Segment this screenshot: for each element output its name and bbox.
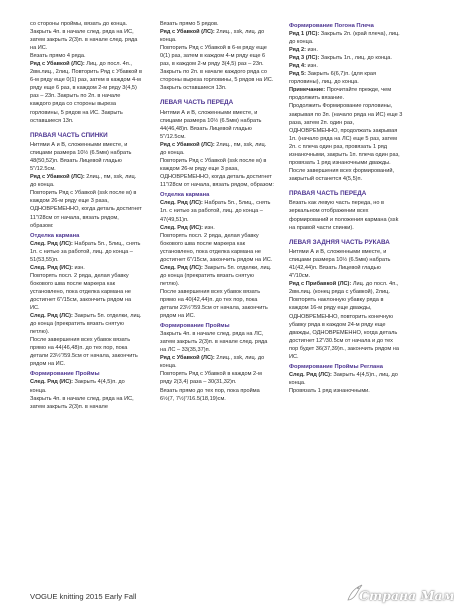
section-heading: ЛЕВАЯ ЗАДНЯЯ ЧАСТЬ РУКАВА bbox=[289, 238, 390, 246]
column-left bbox=[30, 20, 142, 411]
row-label: Ряд с Убавкой (ЛС): bbox=[30, 174, 85, 181]
instruction-paragraph: Закрыть 4п. в начале след. ряда на ИС, затем закрыть 2(3)п. в начале след. ряда на ИС. bbox=[30, 29, 138, 52]
row-text: Закрыть 5п. отделки, лиц. до конца (прекратить вязать снятую петлю). bbox=[30, 313, 142, 336]
row-label: Ряд с Убавкой (ЛС): bbox=[160, 29, 215, 36]
instruction-paragraph: Вязать прямо 4 ряда. bbox=[30, 53, 86, 60]
row-text: Закрыть 5п. отделки, лиц. до конца (прекратить вязать снятую петлю). bbox=[160, 264, 272, 287]
row-label: Ряд 3 (ЛС): bbox=[289, 55, 320, 62]
row-label: Ряд 5: bbox=[289, 71, 306, 78]
row-label: След. Ряд (ИС): bbox=[160, 224, 203, 231]
instruction-paragraph: Повторять наклонную убавку ряда в каждом 16-м ряду еще дважды, ОДНОВРЕМЕННО, повторить конечную убавку ряда в каждом 24-м ряду еще дважды, ОДНОВРЕМЕННО, когда деталь достигнет 12"/30.5см от начала и до тех пор будет 36(37,39)п., закончить рядом на ИС. bbox=[289, 297, 399, 360]
row-text: Закрыть 4(4,5)п., лиц. до конца. bbox=[289, 371, 398, 386]
row-label: Ряд с Убавкой (ЛС): bbox=[160, 355, 215, 362]
row-text: Лиц. до посл. 4п., 2вм.лиц. (конец ряда с убавкой), 2лиц. bbox=[289, 281, 399, 296]
row-text: Закрыть 2п. (край плеча), лиц. до конца. bbox=[289, 31, 400, 46]
instruction-paragraph bbox=[30, 60, 142, 124]
row-label: След. Ряд (ЛС): bbox=[30, 240, 73, 247]
subsection-heading: Формирование Погона Плеча bbox=[289, 23, 374, 29]
instruction-paragraph bbox=[160, 354, 274, 370]
row-label: Примечание: bbox=[289, 87, 326, 94]
instruction-paragraph: Продолжить Формирование горловины, закрывая по 3п. (начало ряда на ИС) еще 3 раза, затем 2п. один раз, ОДНОВРЕМЕННО, продолжать закрывая 1п. (начало ряда на ЛС) еще 5 раз, затем 2п. с плеча один раз, провязать 1 ряд изнаночными, закрыть 1п. плеча один раз, провязать 1 ряд изнаночными дважды. После завершения всех формирований, закрытый останется 4(5,5)п. bbox=[289, 103, 403, 182]
row-text: изн. bbox=[202, 224, 215, 231]
instruction-paragraph: Нитями А и В, сложенными вместе, и спицами размера 10½ (6.5мм) набрать 41(42,44)п. Вязать Лицевой гладью 4"/10см. bbox=[289, 249, 391, 280]
instruction-paragraph: Повторить Ряд с Убавкой в 6-м ряду еще 0(1) раз, затем в каждом 4-м ряду еще 6 раз, в каждом 2-м ряду 3(4,5) раз – 23п. Закрыть по 2п. в начале каждого ряда со стороны выреза горловины, 5 рядов на ИС. Закрыть оставшиеся 13п. bbox=[160, 45, 274, 92]
row-text: Закрыть 6(6,7)п. (для края горловины), лиц. до конца. bbox=[289, 71, 377, 86]
instruction-paragraph: После завершения всех убавок вязать прямо на 40(42,44)п. до тех пор, пока детали 23½"/59.5см от начала, закончить рядом на ИС. bbox=[160, 288, 268, 320]
instruction-paragraph: Повторить Ряд с Убавкой (ssk после м) в каждом 26-м ряду еще 3 раза, ОДНОВРЕМЕННО, когда деталь достигнет 11"/28см от начала, вязать рядом, образом: bbox=[160, 158, 274, 189]
instruction-paragraph: Нитями А и В, сложенными вместе, и спицами размера 10½ (6.5мм) набрать 44(46,48)п. Вязать Лицевой гладью 5"/12.5см. bbox=[160, 109, 262, 141]
row-text: Закрыть 4(4,5)п. до конца. bbox=[30, 379, 125, 394]
instruction-paragraph bbox=[160, 264, 274, 288]
instruction-paragraph bbox=[289, 371, 403, 387]
instruction-paragraph: После завершения всех убавок вязать прямо на 44(46,48)п. до тех пор, пока детали 23½"/59.5см от начала, закончить рядом на ИС. bbox=[30, 337, 138, 368]
row-label: След. Ряд (ЛС): bbox=[160, 200, 203, 207]
row-label: След. Ряд (ЛС): bbox=[289, 371, 332, 378]
subsection-heading: Отделка кармана bbox=[30, 232, 80, 239]
instruction-paragraph: Вязать прямо 5 рядов. bbox=[160, 21, 219, 27]
site-watermark bbox=[345, 582, 454, 608]
row-label: Ряд с Убавкой (ЛС): bbox=[30, 61, 85, 68]
instruction-paragraph bbox=[160, 224, 274, 232]
instruction-paragraph bbox=[289, 62, 403, 70]
instruction-paragraph: Повторять посл. 2 ряда, делая убавку бокового шва после маркера как установлено, пока отделка кармана не достигнет 6"/15см, закончить рядом на ИС. bbox=[160, 232, 273, 263]
row-text: Прочитайте прежде, чем продолжить вязание. bbox=[289, 87, 392, 102]
instruction-paragraph bbox=[160, 141, 274, 157]
row-label: След. Ряд (ЛС): bbox=[30, 313, 73, 320]
instruction-paragraph: Провязать 1 ряд изнаночными. bbox=[289, 387, 370, 394]
row-text: 2лиц., ssk, лиц. до конца. bbox=[160, 355, 265, 370]
row-text: Закрыть 1п., лиц. до конца. bbox=[319, 55, 392, 62]
instruction-paragraph: Нитями А и В, сложенными вместе, и спицами размера 10½ (6.5мм) набрать 48(50,52)п. Вязать Лицевой гладью 5"/12.5см. bbox=[30, 142, 132, 173]
magazine-footer: VOGUE knitting 2015 Early Fall bbox=[30, 592, 137, 601]
row-label: Ряд 4: bbox=[289, 63, 306, 70]
row-text: Набрать 5п., 5лиц., снять 1п. с нитью за работой, лиц. до конца – 47(49,51)п. bbox=[160, 200, 271, 223]
instruction-paragraph: Вязать как левую часть переда, но в зеркальном отображении всех формирований и положения кармана (ssk на правой части спинки). bbox=[289, 200, 399, 231]
row-text: изн. bbox=[306, 47, 318, 54]
instruction-paragraph bbox=[160, 28, 274, 44]
row-label: След. Ряд (ЛС): bbox=[160, 264, 203, 271]
column-right bbox=[289, 20, 403, 395]
row-text: 2лиц., пм, ssk, лиц. до конца. bbox=[160, 142, 267, 157]
row-text: Лиц. до посл. 4п., 2вм.лиц., 2лиц. Повторить Ряд с Убавкой в 6-м ряду еще 0(1) раз, затем в каждом 4-м ряду еще 6 раз, в каждом 2-м ряду 3(4,5) раз – 23п. Закрыть по 2п. в начале каждого ряда со стороны выреза горловины, 5 рядов на ИС. Закрыть оставшиеся 13п. bbox=[30, 61, 142, 124]
instruction-paragraph bbox=[30, 240, 142, 264]
column-middle bbox=[160, 20, 274, 403]
instruction-paragraph bbox=[30, 378, 142, 394]
instruction-paragraph bbox=[289, 280, 403, 296]
instruction-paragraph: Повторить Ряд с Убавкой (ssk после м) в каждом 26-м ряду еще 3 раза, ОДНОВРЕМЕННО, когда деталь достигнет 11"/28см от начала, вязать рядом, образом: bbox=[30, 190, 142, 229]
instruction-paragraph bbox=[289, 86, 403, 102]
row-text: 2лиц., пм, ssk, лиц. до конца. bbox=[30, 174, 137, 189]
instruction-paragraph bbox=[289, 30, 403, 46]
section-heading: ПРАВАЯ ЧАСТЬ ПЕРЕДА bbox=[289, 189, 367, 197]
row-label: След. Ряд (ИС): bbox=[30, 264, 73, 271]
row-text: 2лиц., ssk, лиц. до конца. bbox=[160, 29, 265, 44]
row-label: След. Ряд (ИС): bbox=[30, 379, 73, 386]
section-heading: ПРАВАЯ ЧАСТЬ СПИНКИ bbox=[30, 131, 108, 139]
instruction-paragraph: Вязать прямо до тех пор, пока пройма 6½(7, 7½)"/16.5(18,19)см. bbox=[160, 387, 260, 402]
row-text: изн. bbox=[306, 63, 318, 70]
watermark-text: Страна Мам bbox=[359, 588, 454, 603]
instruction-paragraph: Закрыть 4п. в начале след. ряда на ЛС, затем закрыть 2(3)п. в начале след. ряда на ЛС – 33(35,37)п. bbox=[160, 331, 268, 354]
row-label: Ряд с Прибавкой (ЛС): bbox=[289, 281, 352, 288]
instruction-paragraph bbox=[30, 264, 142, 272]
row-label: Ряд с Убавкой (ЛС): bbox=[160, 142, 215, 149]
instruction-paragraph: Повторять посл. 2 ряда, делая убавку бокового шва после маркера как установлено, пока отделка кармана не достигнет 6"/15см, закончить рядом на ИС. bbox=[30, 272, 132, 312]
instruction-paragraph bbox=[30, 173, 142, 189]
subsection-heading: Формирование Проймы Реглана bbox=[289, 363, 384, 370]
instruction-paragraph bbox=[30, 312, 142, 336]
row-label: Ряд 1 (ЛС): bbox=[289, 31, 320, 38]
subsection-heading: Формирование Проймы bbox=[160, 323, 230, 330]
section-heading: ЛЕВАЯ ЧАСТЬ ПЕРЕДА bbox=[160, 99, 234, 107]
row-text: Набрать 5п., 5лиц., снять 1п. с нитью за работой, лиц. до конца – 51(53,55)п. bbox=[30, 240, 141, 263]
instruction-paragraph: Закрыть 4п. в начале след. ряда на ИС, затем закрыть 2(3)п. в начале bbox=[30, 395, 134, 410]
subsection-heading: Отделка кармана bbox=[160, 192, 210, 199]
instruction-paragraph bbox=[289, 70, 403, 86]
instruction-paragraph: со стороны проймы, вязать до конца. bbox=[30, 21, 128, 27]
row-text: изн. bbox=[72, 264, 85, 271]
instruction-paragraph bbox=[160, 199, 274, 223]
instruction-paragraph bbox=[289, 54, 403, 62]
row-label: Ряд 2: bbox=[289, 47, 306, 54]
instruction-paragraph: Повторять Ряд с Убавкой в каждом 2-м ряду 2(3,4) раза – 30(31,32)п. bbox=[160, 371, 262, 386]
instruction-paragraph bbox=[289, 46, 403, 54]
subsection-heading: Формирование Проймы bbox=[30, 371, 100, 378]
